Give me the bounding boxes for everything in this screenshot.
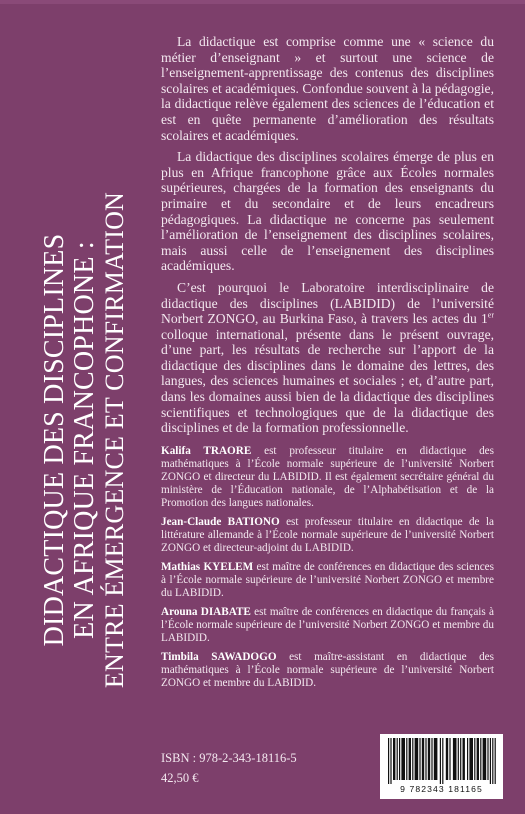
barcode-bars-icon bbox=[388, 738, 496, 784]
barcode-number: 9 782343 181165 bbox=[400, 784, 483, 794]
vertical-title bbox=[40, 120, 130, 760]
author-name: Jean-Claude BATIONO bbox=[161, 516, 280, 528]
author-description: est maître de conférences en didactique du français à l’École normale supérieure de l’université Norbert ZONGO et membre du LABIDID. bbox=[161, 606, 494, 644]
barcode bbox=[380, 734, 503, 799]
author-bio bbox=[161, 561, 494, 600]
author-description: est maître-assistant en didactique des mathématiques à l’École normale supérieure de l’université Norbert ZONGO et membre du LABIDID. bbox=[161, 651, 494, 689]
title-line-1: DIDACTIQUE DES DISCIPLINES bbox=[39, 233, 70, 647]
author-bio bbox=[161, 606, 494, 645]
author-name: Mathias KYELEM bbox=[161, 561, 254, 573]
blurb-paragraph-1: La didactique est comprise comme une « science du métier d’enseignant » et surtout une science de l’enseignement-apprentissage des contenus des disciplines scolaires et académiques. Confondue souvent à la pédagogie, la didactique relève également des sciences de l’éducation et est en quête permanente d’amélioration des résultats scolaires et académiques. bbox=[161, 34, 494, 143]
title-line-2: EN AFRIQUE FRANCOPHONE : bbox=[69, 241, 100, 639]
top-edge bbox=[0, 0, 525, 4]
blurb-p3-end: colloque international, présente dans le présent ouvrage, d’une part, les résultats de recherche sur l’apport de la didactique des disciplines dans le domaine des lettres, des langues, des sciences humaines et sociales ; et, d’autre part, dans les domaines aussi bien de la didactique des disciplines scientifiques et technologiques que de la didactique des disciplines et de la formation professionnelle. bbox=[161, 326, 494, 436]
author-description: est maître de conférences en didactique des sciences à l’École normale supérieure de l’université Norbert ZONGO et membre du LABIDID. bbox=[161, 561, 494, 599]
blurb-paragraph-3 bbox=[161, 280, 494, 436]
author-bio bbox=[161, 445, 494, 510]
author-bio bbox=[161, 516, 494, 555]
price: 42,50 € bbox=[161, 771, 199, 785]
isbn: ISBN : 978-2-343-18116-5 bbox=[161, 751, 297, 765]
blurb bbox=[161, 34, 494, 442]
author-description: est professeur titulaire en didactique de la littérature allemande à l’École normale supérieure de l’université Norbert ZONGO et directeur-adjoint du LABIDID. bbox=[161, 516, 494, 554]
author-bios bbox=[161, 445, 494, 696]
blurb-p3-start: C’est pourquoi le Laboratoire interdisciplinaire de didactique des disciplines (LABIDID) de l’université Norbert ZONGO, au Burkina Faso, à travers les actes du 1 bbox=[161, 279, 494, 327]
title-line-3: ENTRE ÉMERGENCE ET CONFIRMATION bbox=[100, 191, 129, 689]
ordinal-superscript: er bbox=[487, 310, 494, 320]
blurb-paragraph-2: La didactique des disciplines scolaires émerge de plus en plus en Afrique francophone grâce aux Écoles normales supérieures, chargées de la formation des enseignants du primaire et du secondaire et de leurs encadreurs pédagogiques. La didactique ne concerne pas seulement l’amélioration de l’enseignement des disciplines scolaires, mais aussi celle de l’enseignement des disciplines académiques. bbox=[161, 149, 494, 274]
author-name: Timbila SAWADOGO bbox=[161, 651, 277, 663]
author-bio bbox=[161, 651, 494, 690]
author-name: Kalifa TRAORE bbox=[161, 445, 252, 457]
author-name: Arouna DIABATE bbox=[161, 606, 251, 618]
author-description: est professeur titulaire en didactique des mathématiques à l’École normale supérieure de l’université Norbert ZONGO et directeur du LABIDID. Il est également secrétaire général du ministère de l’Éducation nationale, de l’Alphabétisation et de la Promotion des langues nationales. bbox=[161, 445, 494, 509]
